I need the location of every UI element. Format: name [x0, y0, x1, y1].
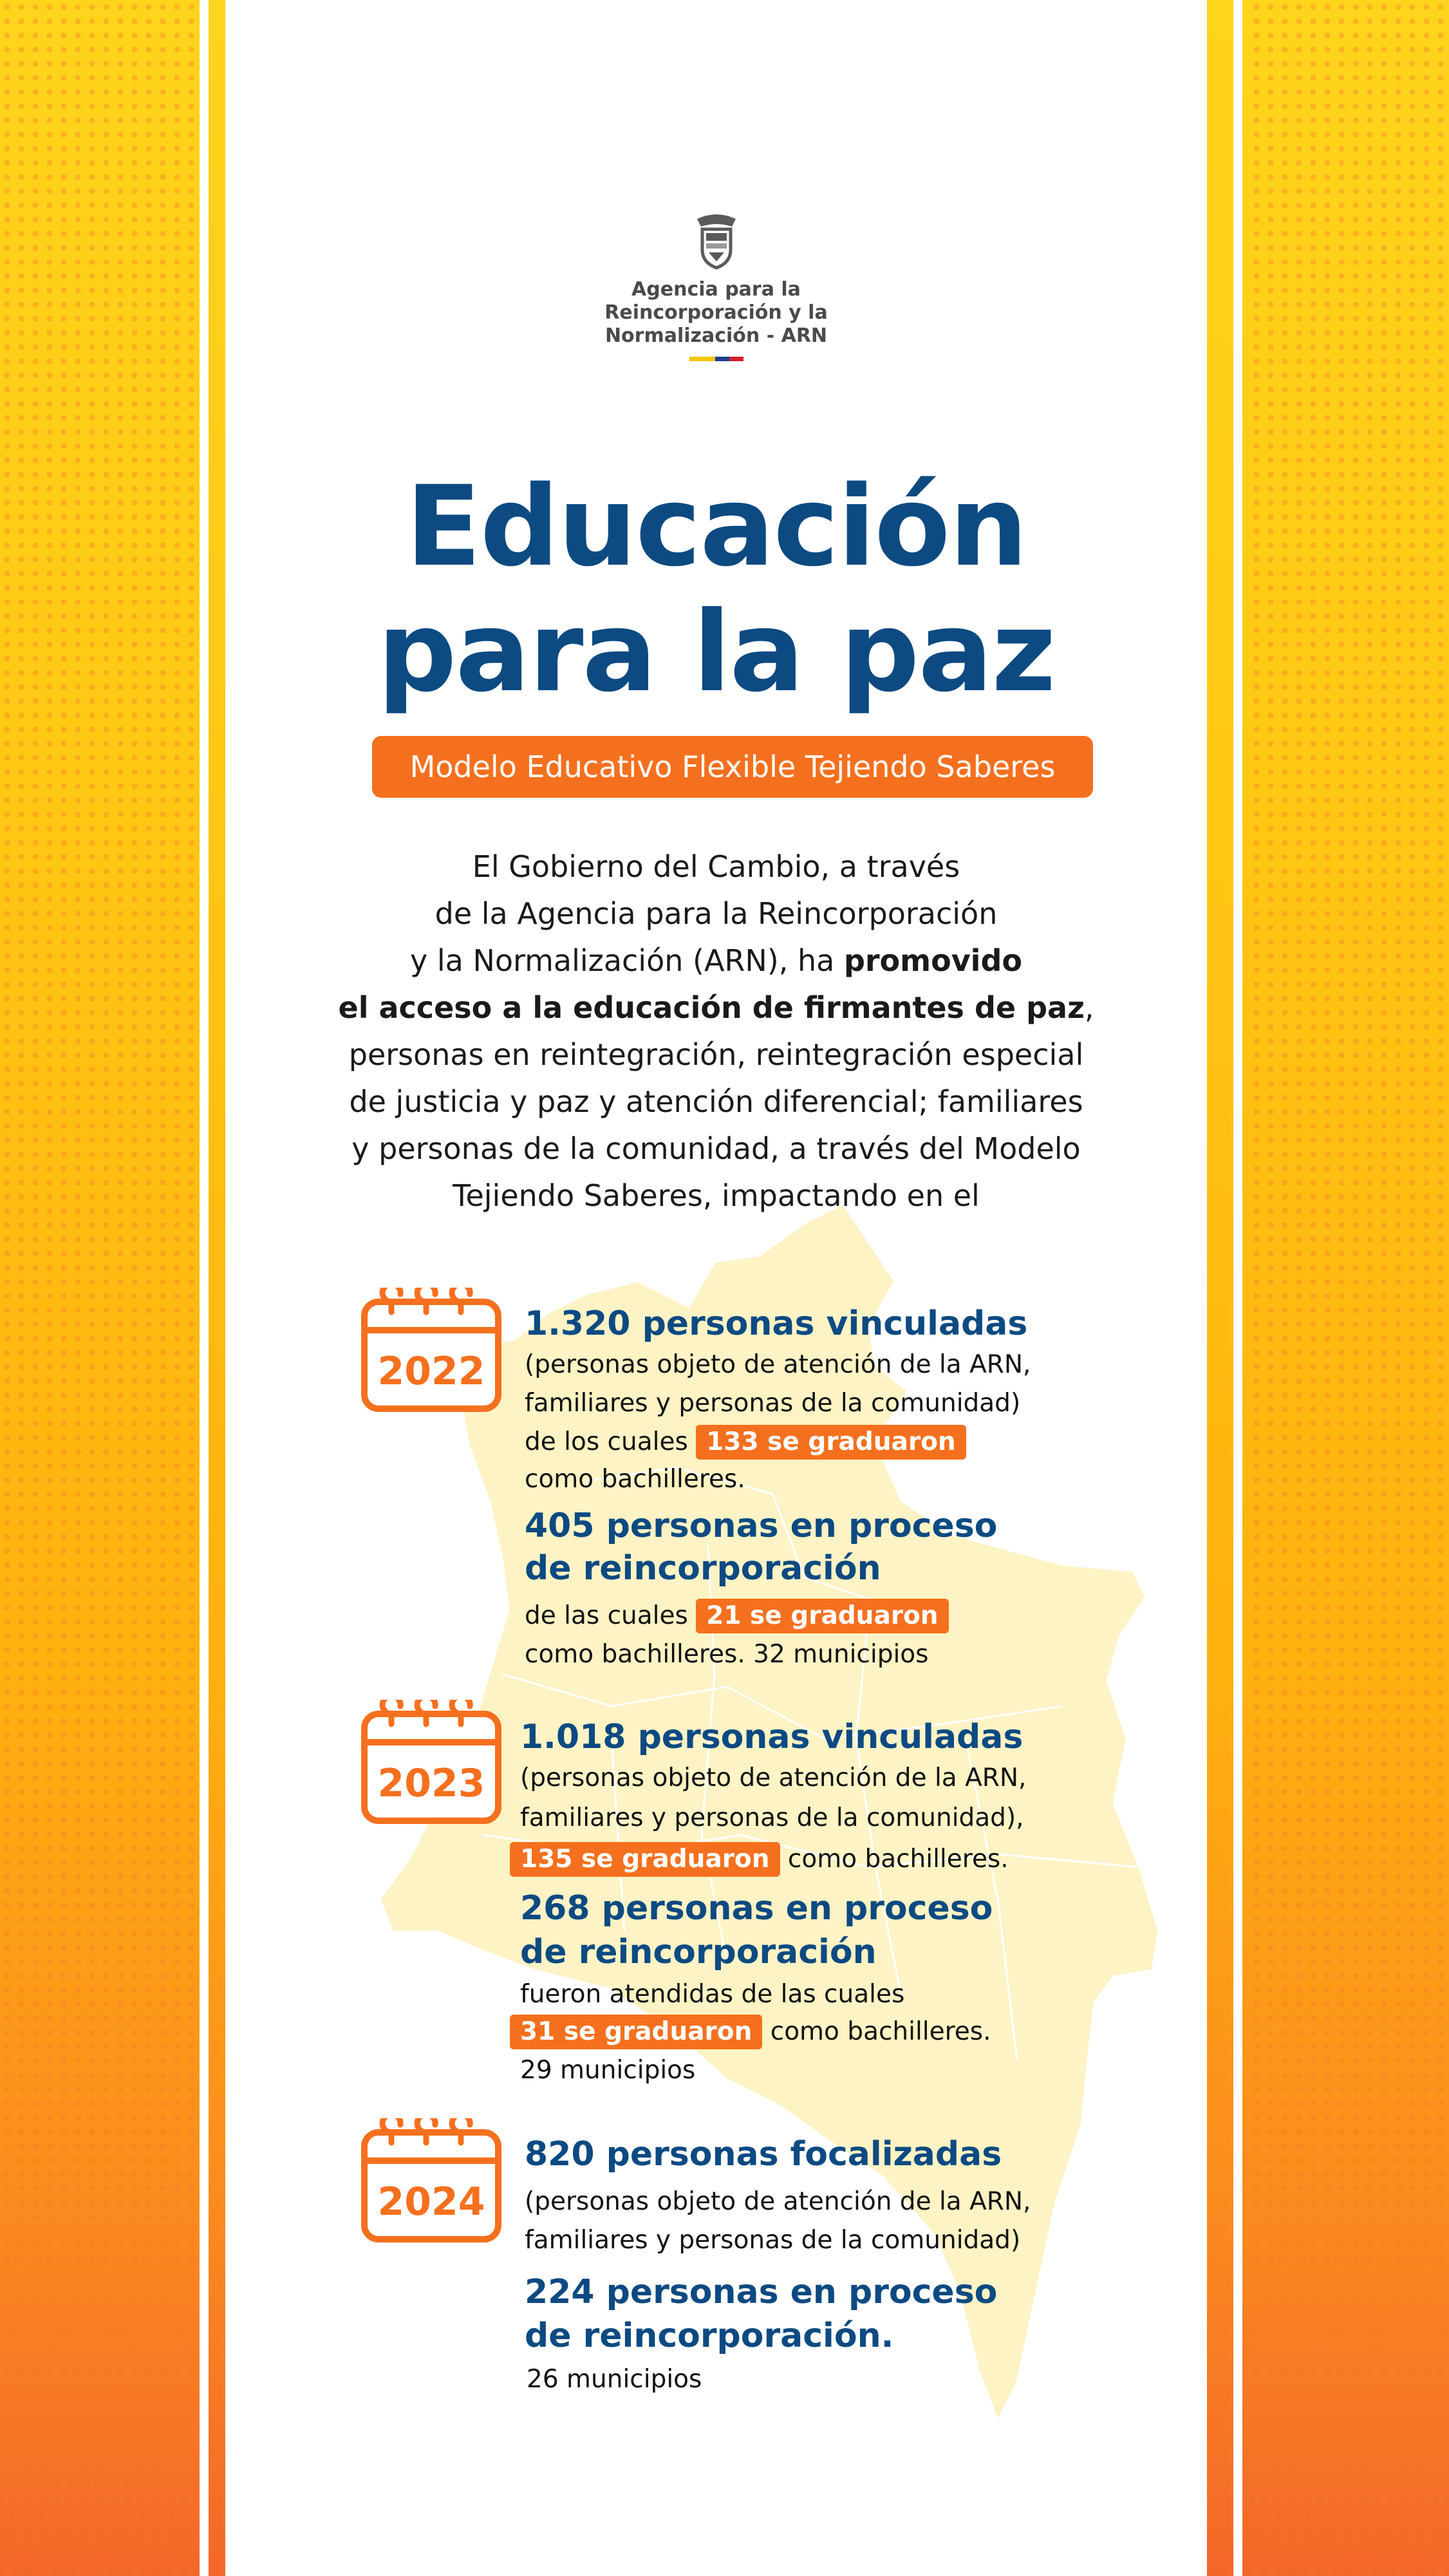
stat-text-part: como bachilleres. — [762, 2017, 991, 2046]
logo-line-2: Reincorporación y la — [604, 301, 828, 324]
logo-line-3: Normalización - ARN — [604, 324, 828, 347]
intro-line: de la Agencia para la Reincorporación — [435, 896, 998, 931]
calendar-year: 2024 — [377, 2179, 485, 2224]
graduates-highlight: 31 se graduaron — [510, 2015, 762, 2049]
stat-text: familiares y personas de la comunidad) — [525, 2226, 1021, 2255]
stat-text — [525, 1423, 966, 1462]
right-white-stripe — [1233, 0, 1242, 2576]
stat-heading: de reincorporación. — [525, 2317, 894, 2355]
intro-text: y la Normalización (ARN), ha — [410, 943, 844, 978]
stat-text: 29 municipios — [520, 2056, 696, 2085]
stat-heading: de reincorporación — [525, 1549, 881, 1588]
arn-logo — [225, 212, 1207, 361]
colombia-flag-bar — [225, 357, 1207, 361]
stat-heading: 820 personas focalizadas — [525, 2135, 1002, 2174]
graduates-highlight: 135 se graduaron — [510, 1842, 780, 1877]
intro-bold: promovido — [843, 943, 1022, 978]
stat-heading: de reincorporación — [520, 1933, 877, 1971]
stat-text: familiares y personas de la comunidad), — [520, 1803, 1024, 1832]
intro-line: y personas de la comunidad, a través del Modelo — [351, 1131, 1081, 1166]
stat-text: (personas objeto de atención de la ARN, — [525, 2187, 1031, 2216]
calendar-icon — [360, 1288, 502, 1413]
stat-text — [510, 2013, 991, 2051]
intro-bold: el acceso a la educación de firmantes de paz — [338, 990, 1085, 1025]
intro-paragraph — [322, 843, 1110, 1219]
intro-line — [322, 937, 1110, 984]
stat-text: (personas objeto de atención de la ARN, — [520, 1763, 1027, 1792]
graduates-highlight: 21 se graduaron — [696, 1599, 948, 1633]
stat-heading: 405 personas en proceso — [525, 1507, 998, 1545]
stat-heading: 1.320 personas vinculadas — [525, 1304, 1028, 1343]
calendar-icon — [360, 2118, 502, 2244]
stat-text: como bachilleres. 32 municipios — [525, 1640, 929, 1669]
stat-text: familiares y personas de la comunidad) — [525, 1389, 1021, 1418]
content-panel — [225, 0, 1207, 2576]
left-dotted-border — [0, 0, 200, 2576]
title-line-2: para la paz — [377, 587, 1055, 717]
stat-text-part: de los cuales — [525, 1427, 696, 1456]
stat-heading: 268 personas en proceso — [520, 1889, 993, 1928]
stat-text — [510, 1840, 1009, 1879]
logo-line-1: Agencia para la — [631, 278, 801, 301]
stat-text-part: de las cuales — [525, 1601, 696, 1630]
page-title — [225, 464, 1207, 715]
graduates-highlight: 133 se graduaron — [696, 1425, 966, 1460]
calendar-year: 2022 — [377, 1349, 485, 1394]
title-line-1: Educación — [406, 462, 1027, 591]
intro-line: de justicia y paz y atención diferencial; familiares — [349, 1084, 1083, 1119]
calendar-icon — [360, 1700, 502, 1825]
left-white-stripe — [200, 0, 209, 2576]
stat-text-part: como bachilleres. — [780, 1845, 1009, 1874]
stat-text — [525, 1597, 949, 1635]
stat-text: fueron atendidas de las cuales — [520, 1980, 905, 2009]
right-dotted-border — [1249, 0, 1449, 2576]
subtitle-badge: Modelo Educativo Flexible Tejiendo Saberes — [372, 736, 1093, 798]
intro-line: Tejiendo Saberes, impactando en el — [453, 1178, 980, 1213]
intro-text: , — [1084, 990, 1094, 1025]
calendar-year: 2023 — [377, 1761, 485, 1806]
coat-of-arms-icon — [691, 212, 742, 270]
stat-text: 26 municipios — [527, 2365, 702, 2394]
intro-line — [322, 984, 1110, 1031]
stat-text: como bachilleres. — [525, 1465, 745, 1494]
stat-text: (personas objeto de atención de la ARN, — [525, 1350, 1031, 1379]
intro-line: personas en reintegración, reintegración especial — [348, 1037, 1084, 1072]
intro-line: El Gobierno del Cambio, a través — [472, 849, 960, 884]
stat-heading: 224 personas en proceso — [525, 2273, 998, 2311]
stat-heading: 1.018 personas vinculadas — [520, 1718, 1024, 1756]
